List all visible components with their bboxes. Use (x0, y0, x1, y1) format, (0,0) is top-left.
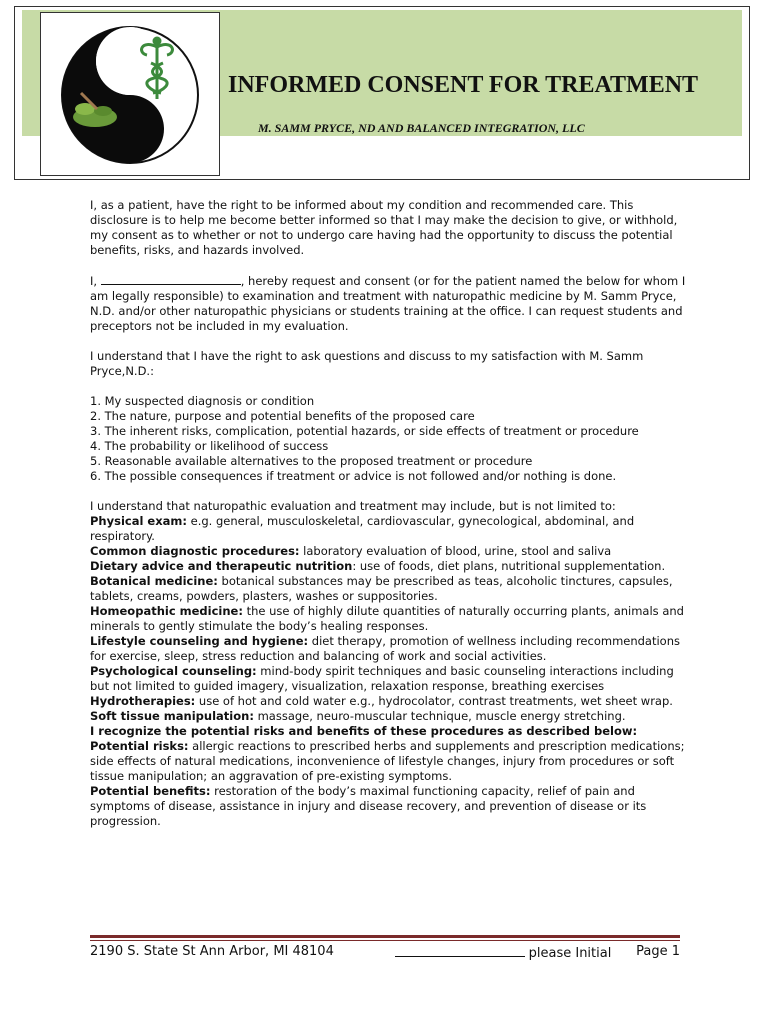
patient-name-blank[interactable] (101, 273, 241, 285)
treatment-item: Psychological counseling: mind-body spirit techniques and basic counseling interactions including but not limited to guided imagery, visualization, relaxation response, breathing exercises (90, 664, 674, 693)
initial-blank[interactable] (395, 944, 525, 957)
page-subtitle: M. SAMM PRYCE, ND AND BALANCED INTEGRATION, LLC (258, 121, 585, 135)
rights-list (90, 394, 690, 484)
page-number: Page 1 (636, 944, 680, 959)
treatment-item: Botanical medicine: botanical substances may be prescribed as teas, alcoholic tinctures, capsules, tablets, creams, powders, plasters, washes or suppositories. (90, 574, 673, 603)
treatment-item: Dietary advice and therapeutic nutrition: use of foods, diet plans, nutritional supplementation. (90, 559, 666, 573)
risks-paragraph: Potential risks: allergic reactions to prescribed herbs and supplements and prescription medications; side effects of natural medications, inconvenience of lifestyle changes, injury from procedures or soft tissue manipulation; an aggravation of pre-existing symptoms. (90, 739, 685, 783)
list-item: 2. The nature, purpose and potential benefits of the proposed care (90, 409, 475, 423)
benefits-paragraph: Potential benefits: restoration of the body’s maximal functioning capacity, relief of pain and symptoms of disease, assistance in injury and disease recovery, and prevention of disease or its progression. (90, 784, 647, 828)
intro-paragraph: I, as a patient, have the right to be informed about my condition and recommended care. This disclosure is to help me become better informed so that I may make the decision to give, or withhold, my consent as to whether or not to undergo care having had the opportunity to discuss the potential benefits, risks, and hazards involved. (90, 198, 678, 257)
consent-body (90, 198, 690, 829)
list-item: 6. The possible consequences if treatment or advice is not followed and/or nothing is done. (90, 469, 617, 483)
treatment-item: Physical exam: e.g. general, musculoskeletal, cardiovascular, gynecological, abdominal, and respiratory. (90, 514, 635, 543)
treatment-item: Lifestyle counseling and hygiene: diet therapy, promotion of wellness including recommendations for exercise, sleep, stress reduction and balancing of work and social activities. (90, 634, 680, 663)
consent-prefix: I, (90, 274, 98, 288)
treatment-item: Homeopathic medicine: the use of highly dilute quantities of naturally occurring plants, animals and minerals to gently stimulate the body’s healing responses. (90, 604, 684, 633)
list-item: 5. Reasonable available alternatives to the proposed treatment or procedure (90, 454, 533, 468)
consent-paragraph (90, 273, 690, 334)
page-footer (90, 944, 680, 961)
treatment-item: Soft tissue manipulation: massage, neuro-muscular technique, muscle energy stretching. (90, 709, 626, 723)
list-item: 1. My suspected diagnosis or condition (90, 394, 315, 408)
right-to-ask-paragraph: I understand that I have the right to ask questions and discuss to my satisfaction with M. Samm Pryce,N.D.: (90, 349, 644, 378)
treatment-item: Common diagnostic procedures: laboratory evaluation of blood, urine, stool and saliva (90, 544, 612, 558)
footer-address: 2190 S. State St Ann Arbor, MI 48104 (90, 944, 334, 959)
list-item: 3. The inherent risks, complication, potential hazards, or side effects of treatment or procedure (90, 424, 639, 438)
recognize-paragraph: I recognize the potential risks and benefits of these procedures as described below: (90, 724, 638, 738)
footer-rule (90, 935, 680, 941)
yin-yang-caduceus-logo (40, 12, 220, 176)
page-title: INFORMED CONSENT FOR TREATMENT (228, 72, 699, 98)
logo-graphic (41, 13, 219, 175)
may-include-paragraph: I understand that naturopathic evaluation and treatment may include, but is not limited to: (90, 499, 616, 513)
initial-label: please Initial (528, 946, 612, 961)
initial-field (395, 944, 612, 961)
treatment-item: Hydrotherapies: use of hot and cold water e.g., hydrocolator, contrast treatments, wet sheet wrap. (90, 694, 673, 708)
consent-suffix: , hereby request and consent (or for the patient named the below for whom I am legally responsible) to examination and treatment with naturopathic medicine by M. Samm Pryce, N.D. and/or other naturopathic physicians or students training at the office. I can request students and preceptors not be included in my evaluation. (90, 274, 686, 333)
list-item: 4. The probability or likelihood of success (90, 439, 329, 453)
